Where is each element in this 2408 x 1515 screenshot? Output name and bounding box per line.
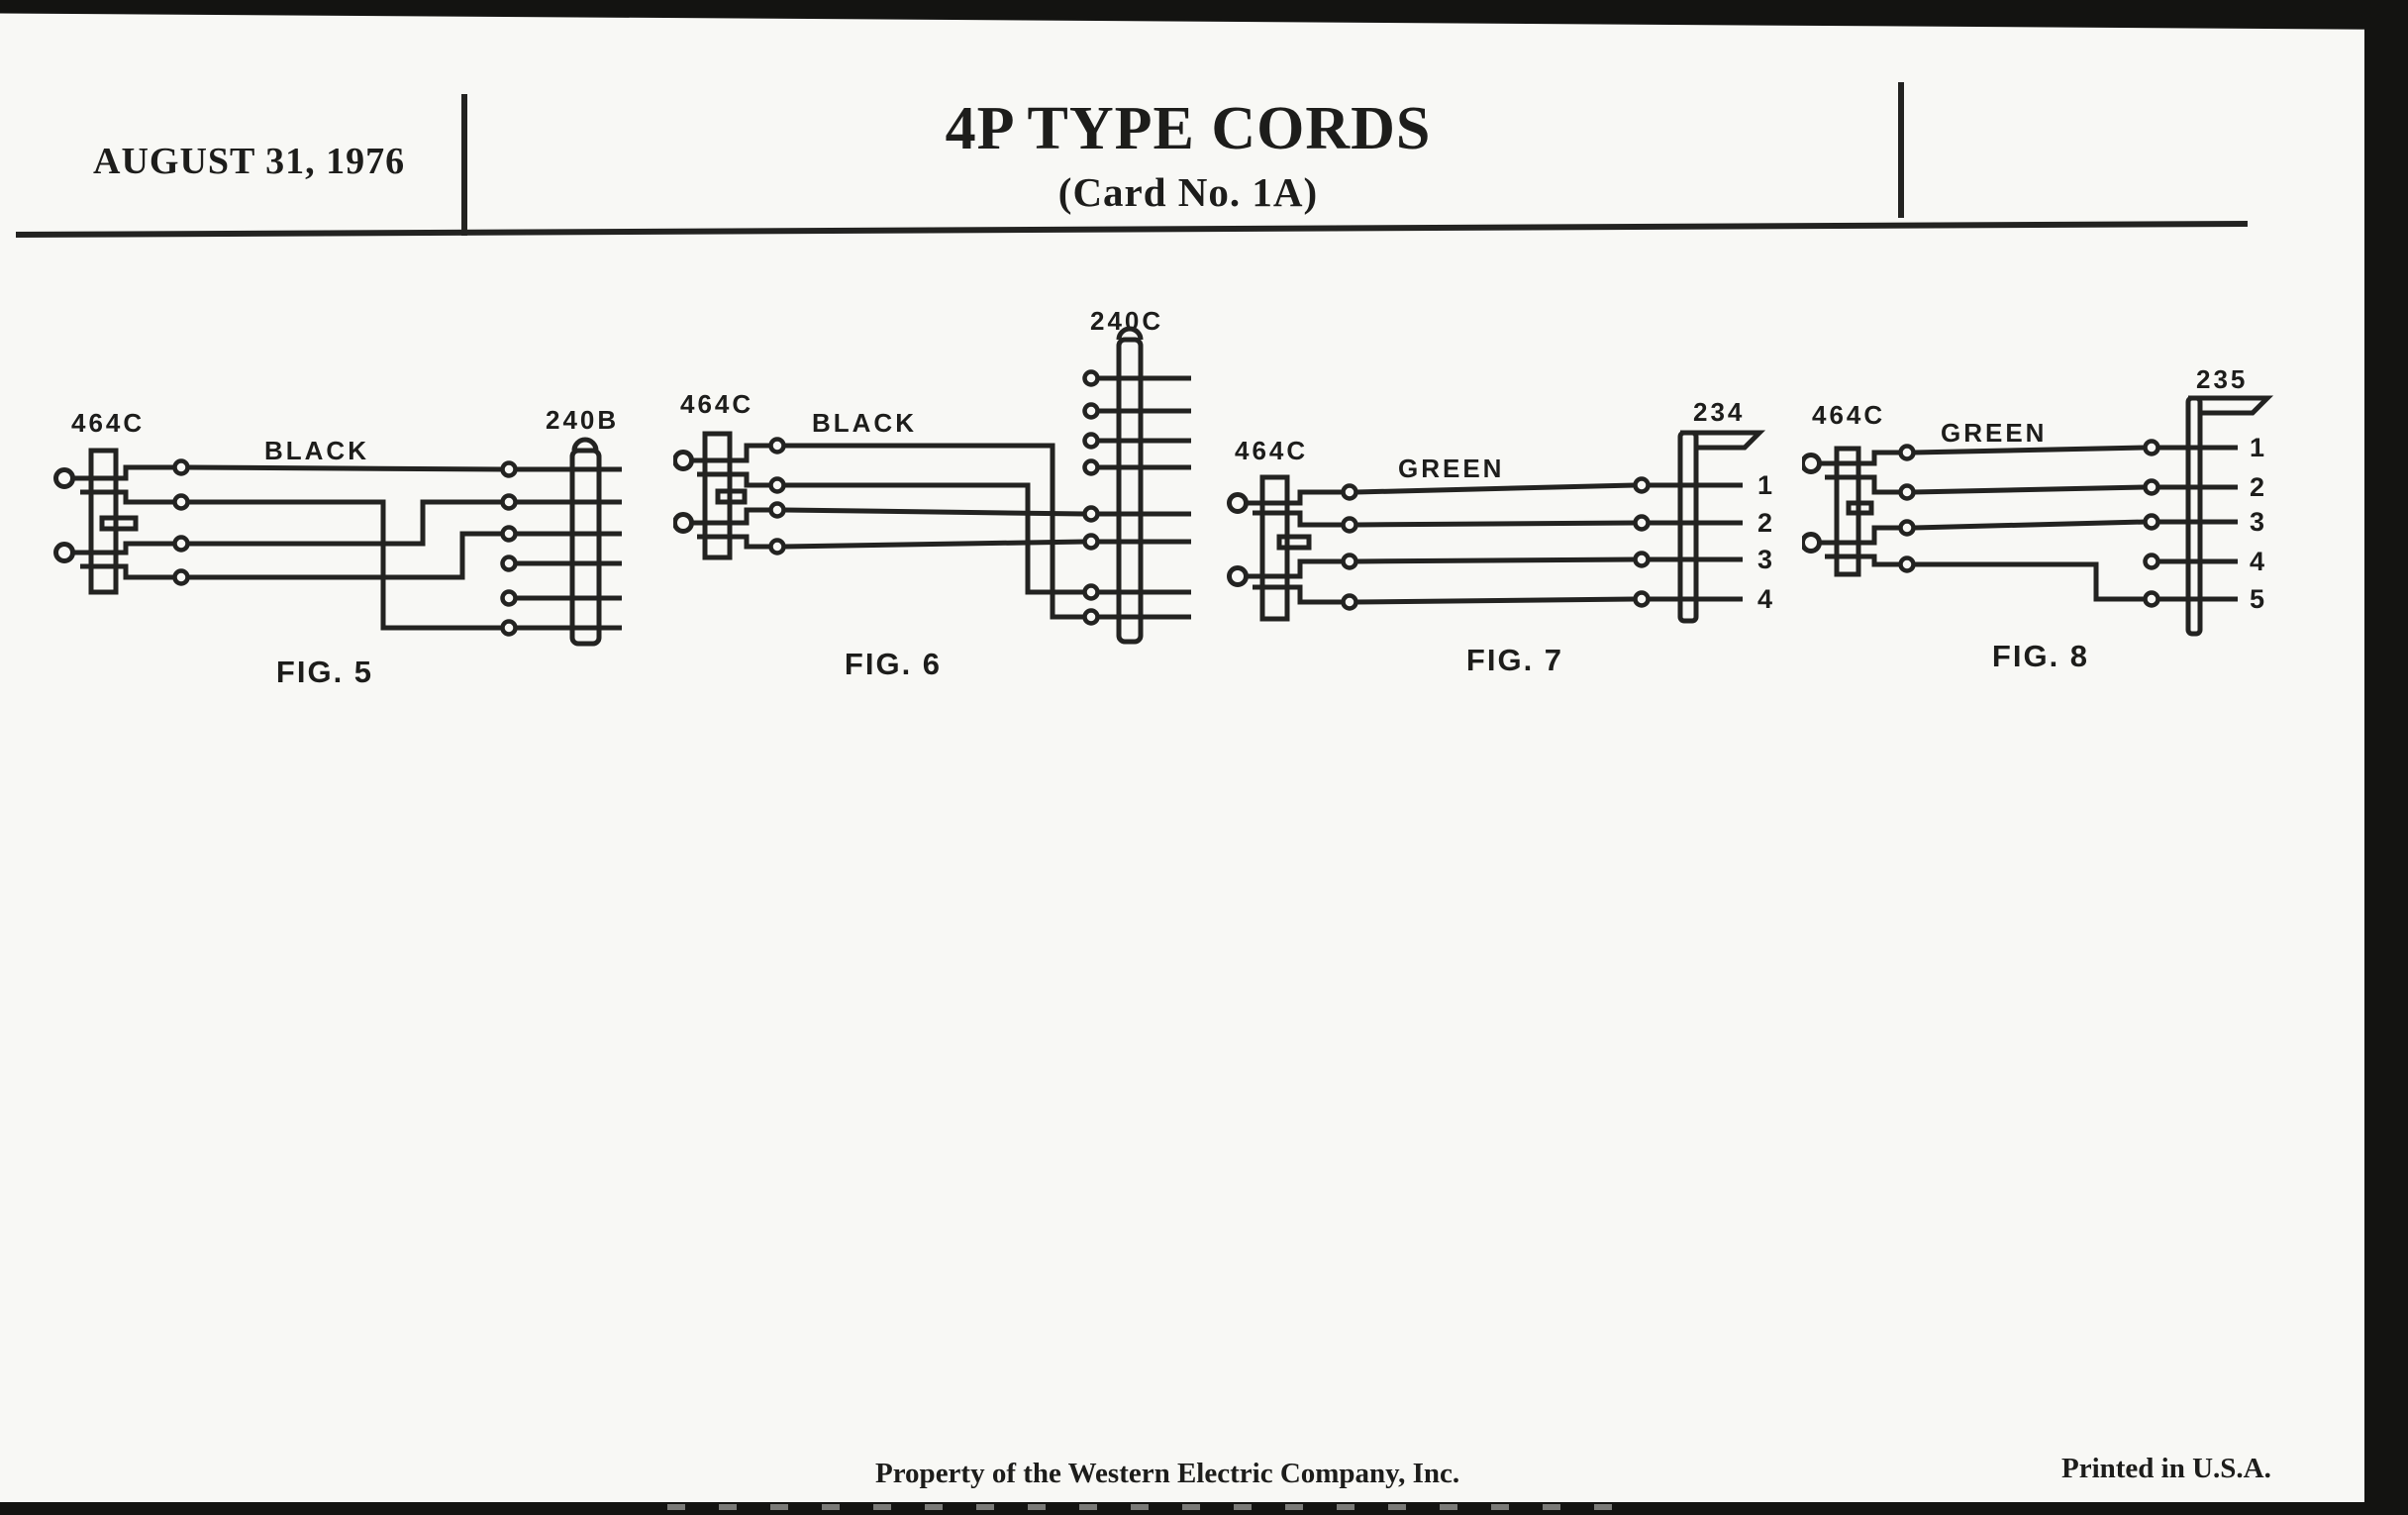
wire-path xyxy=(697,537,770,547)
header-divider-right xyxy=(1898,82,1904,218)
plug-key xyxy=(102,518,136,529)
terminal xyxy=(1085,536,1098,549)
terminal xyxy=(1085,372,1098,385)
wire-path xyxy=(188,502,502,544)
terminal xyxy=(503,557,516,570)
terminal-number: 4 xyxy=(2250,547,2265,576)
terminal xyxy=(2146,556,2158,568)
plug-key xyxy=(1279,537,1309,548)
header-rule xyxy=(16,221,2248,238)
fig8-cord-wires xyxy=(1820,447,2146,600)
fig8-right-connector-label: 235 xyxy=(2196,364,2249,394)
page-title: 4P TYPE CORDS xyxy=(945,95,1432,162)
connector-bar xyxy=(1680,433,1696,621)
wire-joint xyxy=(1344,596,1356,609)
terminal xyxy=(2146,516,2158,529)
fig7-right-connector-234 xyxy=(1636,433,1773,621)
terminal-number: 2 xyxy=(2250,472,2265,502)
scan-edge-top xyxy=(0,0,2408,30)
wire-path xyxy=(1914,522,2146,528)
wire-path xyxy=(80,566,174,577)
fig5-cord-color-label: BLACK xyxy=(264,436,369,465)
wire-path xyxy=(784,542,1085,547)
fig8-left-connector-label: 464C xyxy=(1812,400,1886,430)
terminal-number: 2 xyxy=(1757,508,1773,538)
fig7-wiring-diagram xyxy=(1223,381,1817,698)
terminal xyxy=(1085,611,1098,624)
wire-path xyxy=(188,502,502,628)
wire-joint xyxy=(1344,486,1356,499)
fig8-cord-color-label: GREEN xyxy=(1941,418,2048,448)
terminal-number: 4 xyxy=(1757,584,1773,614)
connector-flag xyxy=(1680,433,1759,448)
plug-tip xyxy=(1803,455,1820,472)
fig6-wiring-diagram xyxy=(673,292,1218,708)
wire-path xyxy=(73,544,174,553)
fig7-left-connector-label: 464C xyxy=(1235,436,1309,465)
wire-path xyxy=(1253,587,1343,602)
wire-joint xyxy=(1901,558,1914,571)
wire-joint xyxy=(771,504,784,517)
wire-joint xyxy=(1344,556,1356,568)
fig5-left-connector-label: 464C xyxy=(71,408,146,438)
fig7-left-plug-464c xyxy=(1230,477,1310,619)
fig6-cord-color-label: BLACK xyxy=(812,408,917,438)
fig6-right-connector-label: 240C xyxy=(1090,306,1164,336)
terminal xyxy=(503,592,516,605)
terminal xyxy=(1636,593,1649,606)
wire-path xyxy=(188,467,502,469)
fig8-wiring-diagram xyxy=(1802,347,2408,683)
fig7-caption: FIG. 7 xyxy=(1465,643,1564,677)
terminal-number: 1 xyxy=(1757,470,1773,500)
terminal-number: 5 xyxy=(2250,584,2265,614)
wire-path xyxy=(1914,448,2146,453)
fig6-cord-wires xyxy=(692,440,1085,618)
wire-path xyxy=(80,492,174,502)
header-divider-left xyxy=(461,94,467,236)
fig6-caption: FIG. 6 xyxy=(844,647,943,681)
fig5-caption: FIG. 5 xyxy=(275,655,374,689)
terminal xyxy=(503,496,516,509)
wire-joint xyxy=(175,571,188,584)
plug-tip xyxy=(56,470,73,487)
terminal xyxy=(2146,481,2158,494)
plug-tip xyxy=(1230,568,1247,585)
terminal xyxy=(1085,435,1098,448)
fig6-left-connector-label: 464C xyxy=(680,389,754,419)
wire-path xyxy=(1356,485,1635,492)
plug-tip xyxy=(1230,495,1247,512)
wire-joint xyxy=(771,440,784,453)
terminal-number: 3 xyxy=(1757,545,1773,574)
plug-tip xyxy=(675,453,692,469)
wire-path xyxy=(1356,523,1635,525)
wire-path xyxy=(188,534,502,577)
terminal xyxy=(2146,442,2158,454)
fig5-right-connector-240b xyxy=(503,440,623,644)
terminal xyxy=(503,622,516,635)
wire-joint xyxy=(1344,519,1356,532)
plug-tip xyxy=(675,515,692,532)
wire-path xyxy=(1356,599,1635,602)
scan-edge-bottom-marks xyxy=(634,1504,1644,1510)
wire-joint xyxy=(771,541,784,554)
terminal-number: 3 xyxy=(2250,507,2265,537)
wire-path xyxy=(784,485,1085,592)
terminal xyxy=(1085,461,1098,474)
terminal xyxy=(1085,508,1098,521)
wire-path xyxy=(73,467,174,478)
wire-joint xyxy=(175,538,188,551)
connector-body xyxy=(1119,340,1141,642)
printed-in-usa-notice: Printed in U.S.A. xyxy=(2061,1453,2271,1484)
fig7-right-connector-label: 234 xyxy=(1693,397,1746,427)
terminal xyxy=(1636,479,1649,492)
connector-body xyxy=(572,451,599,644)
wire-joint xyxy=(1901,447,1914,459)
wire-path xyxy=(1914,564,2146,599)
issue-date: AUGUST 31, 1976 xyxy=(93,141,406,182)
wire-joint xyxy=(771,479,784,492)
property-notice: Property of the Western Electric Company, Inc. xyxy=(875,1458,1460,1489)
fig5-right-connector-label: 240B xyxy=(546,405,620,435)
wire-joint xyxy=(1901,486,1914,499)
plug-tip xyxy=(1803,535,1820,552)
wire-path xyxy=(1914,487,2146,492)
wire-path xyxy=(784,510,1085,514)
terminal xyxy=(503,528,516,541)
title-block xyxy=(881,95,1495,215)
fig8-right-connector-235 xyxy=(2146,398,2268,634)
wire-joint xyxy=(175,461,188,474)
fig7-cord-color-label: GREEN xyxy=(1398,454,1505,483)
wire-joint xyxy=(1901,522,1914,535)
terminal xyxy=(1636,554,1649,566)
terminal xyxy=(2146,593,2158,606)
fig5-wiring-diagram xyxy=(45,396,653,693)
fig8-caption: FIG. 8 xyxy=(1991,639,2090,673)
fig6-right-connector-240c xyxy=(1085,329,1192,642)
terminal xyxy=(1085,586,1098,599)
terminal xyxy=(1085,405,1098,418)
wire-path xyxy=(1253,513,1343,525)
terminal xyxy=(1636,517,1649,530)
terminal-number: 1 xyxy=(2250,433,2265,462)
plug-tip xyxy=(56,545,73,561)
scan-edge-right xyxy=(2364,0,2408,1515)
wire-joint xyxy=(175,496,188,509)
terminal xyxy=(503,463,516,476)
fig5-cord-wires xyxy=(73,461,502,629)
card-number: (Card No. 1A) xyxy=(1057,169,1319,215)
wire-path xyxy=(1356,559,1635,561)
wire-path xyxy=(697,474,770,485)
